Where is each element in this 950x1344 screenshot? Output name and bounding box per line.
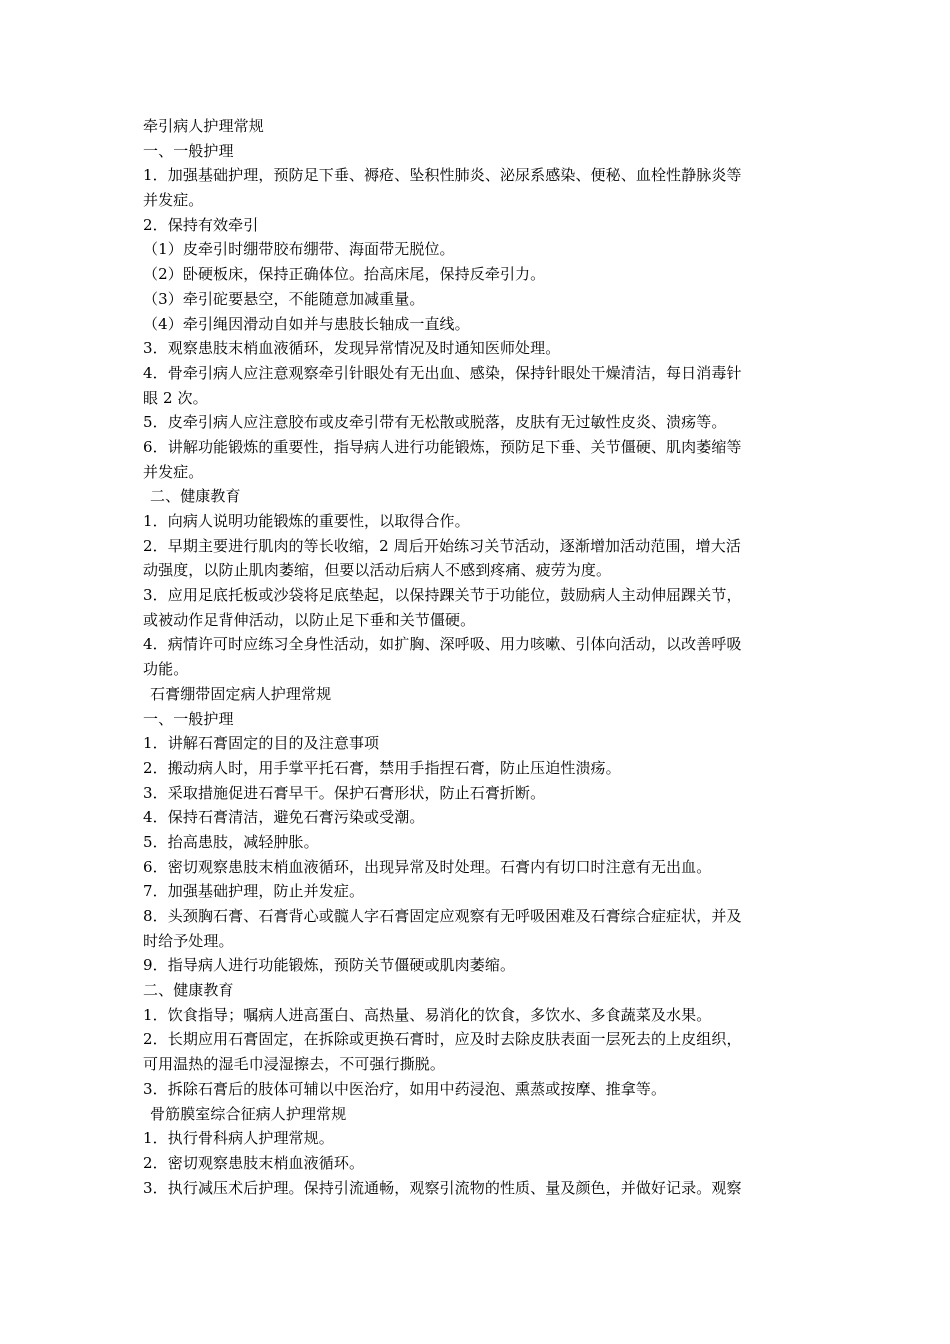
- paragraph-line: 1．执行骨科病人护理常规。: [143, 1129, 334, 1148]
- section-heading: 一、一般护理: [143, 709, 234, 728]
- section-heading: 一、一般护理: [143, 141, 234, 160]
- paragraph-line: 4．保持石膏清洁，避免石膏污染或受潮。: [143, 808, 425, 827]
- paragraph-line: 3．应用足底托板或沙袋将足底垫起，以保持踝关节于功能位，鼓励病人主动伸屈踝关节，: [143, 586, 742, 605]
- paragraph-line: 并发症。: [143, 191, 204, 210]
- document-title: 石膏绷带固定病人护理常规: [150, 684, 332, 703]
- paragraph-line: 4．骨牵引病人应注意观察牵引针眼处有无出血、感染，保持针眼处干燥清洁，每日消毒针: [143, 363, 742, 382]
- paragraph-line: （3）牵引砣要悬空，不能随意加减重量。: [143, 289, 425, 308]
- paragraph-line: 或被动作足背伸活动，以防止足下垂和关节僵硬。: [143, 610, 476, 629]
- section-heading: 二、健康教育: [143, 981, 234, 1000]
- paragraph-line: 功能。: [143, 660, 189, 679]
- document-body: [143, 114, 811, 1200]
- paragraph-line: 并发症。: [143, 462, 204, 481]
- paragraph-line: 5．皮牵引病人应注意胶布或皮牵引带有无松散或脱落，皮肤有无过敏性皮炎、溃疡等。: [143, 413, 727, 432]
- paragraph-line: 眼 2 次。: [143, 388, 208, 407]
- paragraph-line: 时给予处理。: [143, 931, 234, 950]
- document-title: 骨筋膜室综合征病人护理常规: [150, 1104, 347, 1123]
- paragraph-line: 6．讲解功能锻炼的重要性，指导病人进行功能锻炼，预防足下垂、关节僵硬、肌肉萎缩等: [143, 437, 742, 456]
- document-title: 牵引病人护理常规: [143, 117, 264, 135]
- paragraph-line: 3．拆除石膏后的肢体可辅以中医治疗，如用中药浸泡、熏蒸或按摩、推拿等。: [143, 1079, 667, 1098]
- paragraph-line: 3．观察患肢末梢血液循环，发现异常情况及时通知医师处理。: [143, 339, 561, 358]
- paragraph-line: 1．向病人说明功能锻炼的重要性，以取得合作。: [143, 512, 470, 530]
- paragraph-line: 8．头颈胸石膏、石膏背心或髋人字石膏固定应观察有无呼吸困难及石膏综合症症状，并及: [143, 907, 742, 925]
- paragraph-line: 4．病情许可时应练习全身性活动，如扩胸、深呼吸、用力咳嗽、引体向活动，以改善呼吸: [143, 635, 742, 654]
- paragraph-line: 3．采取措施促进石膏早干。保护石膏形状，防止石膏折断。: [143, 783, 546, 802]
- paragraph-line: 2．密切观察患肢末梢血液循环。: [143, 1153, 365, 1172]
- paragraph-line: （4）牵引绳因滑动自如并与患肢长轴成一直线。: [143, 314, 470, 333]
- paragraph-line: 动强度，以防止肌肉萎缩，但要以活动后病人不感到疼痛、疲劳为度。: [143, 561, 612, 580]
- paragraph-line: 6．密切观察患肢末梢血液循环，出现异常及时处理。石膏内有切口时注意有无出血。: [143, 857, 712, 876]
- paragraph-line: （1）皮牵引时绷带胶布绷带、海面带无脱位。: [143, 240, 455, 259]
- paragraph-line: 2．保持有效牵引: [143, 215, 259, 234]
- paragraph-line: 1．加强基础护理，预防足下垂、褥疮、坠积性肺炎、泌尿系感染、便秘、血栓性静脉炎等: [143, 166, 742, 185]
- paragraph-line: 2．搬动病人时，用手掌平托石膏，禁用手指捏石膏，防止压迫性溃疡。: [143, 758, 621, 777]
- paragraph-line: 5．抬高患肢，减轻肿胀。: [143, 832, 319, 851]
- paragraph-line: 9．指导病人进行功能锻炼，预防关节僵硬或肌肉萎缩。: [143, 956, 516, 975]
- paragraph-line: 7．加强基础护理，防止并发症。: [143, 882, 365, 901]
- paragraph-line: 可用温热的湿毛巾浸湿擦去，不可强行撕脱。: [143, 1055, 446, 1074]
- section-heading: 二、健康教育: [150, 487, 241, 506]
- paragraph-line: 1．讲解石膏固定的目的及注意事项: [143, 734, 380, 753]
- paragraph-line: 2．长期应用石膏固定，在拆除或更换石膏时，应及时去除皮肤表面一层死去的上皮组织，: [143, 1030, 742, 1049]
- paragraph-line: 1．饮食指导；嘱病人进高蛋白、高热量、易消化的饮食，多饮水、多食蔬菜及水果。: [143, 1005, 712, 1024]
- paragraph-line: 2．早期主要进行肌肉的等长收缩，2 周后开始练习关节活动，逐渐增加活动范围，增大活: [143, 536, 741, 555]
- paragraph-line: 3．执行减压术后护理。保持引流通畅，观察引流物的性质、量及颜色，并做好记录。观察: [143, 1178, 742, 1197]
- paragraph-line: （2）卧硬板床，保持正确体位。抬高床尾，保持反牵引力。: [143, 265, 546, 284]
